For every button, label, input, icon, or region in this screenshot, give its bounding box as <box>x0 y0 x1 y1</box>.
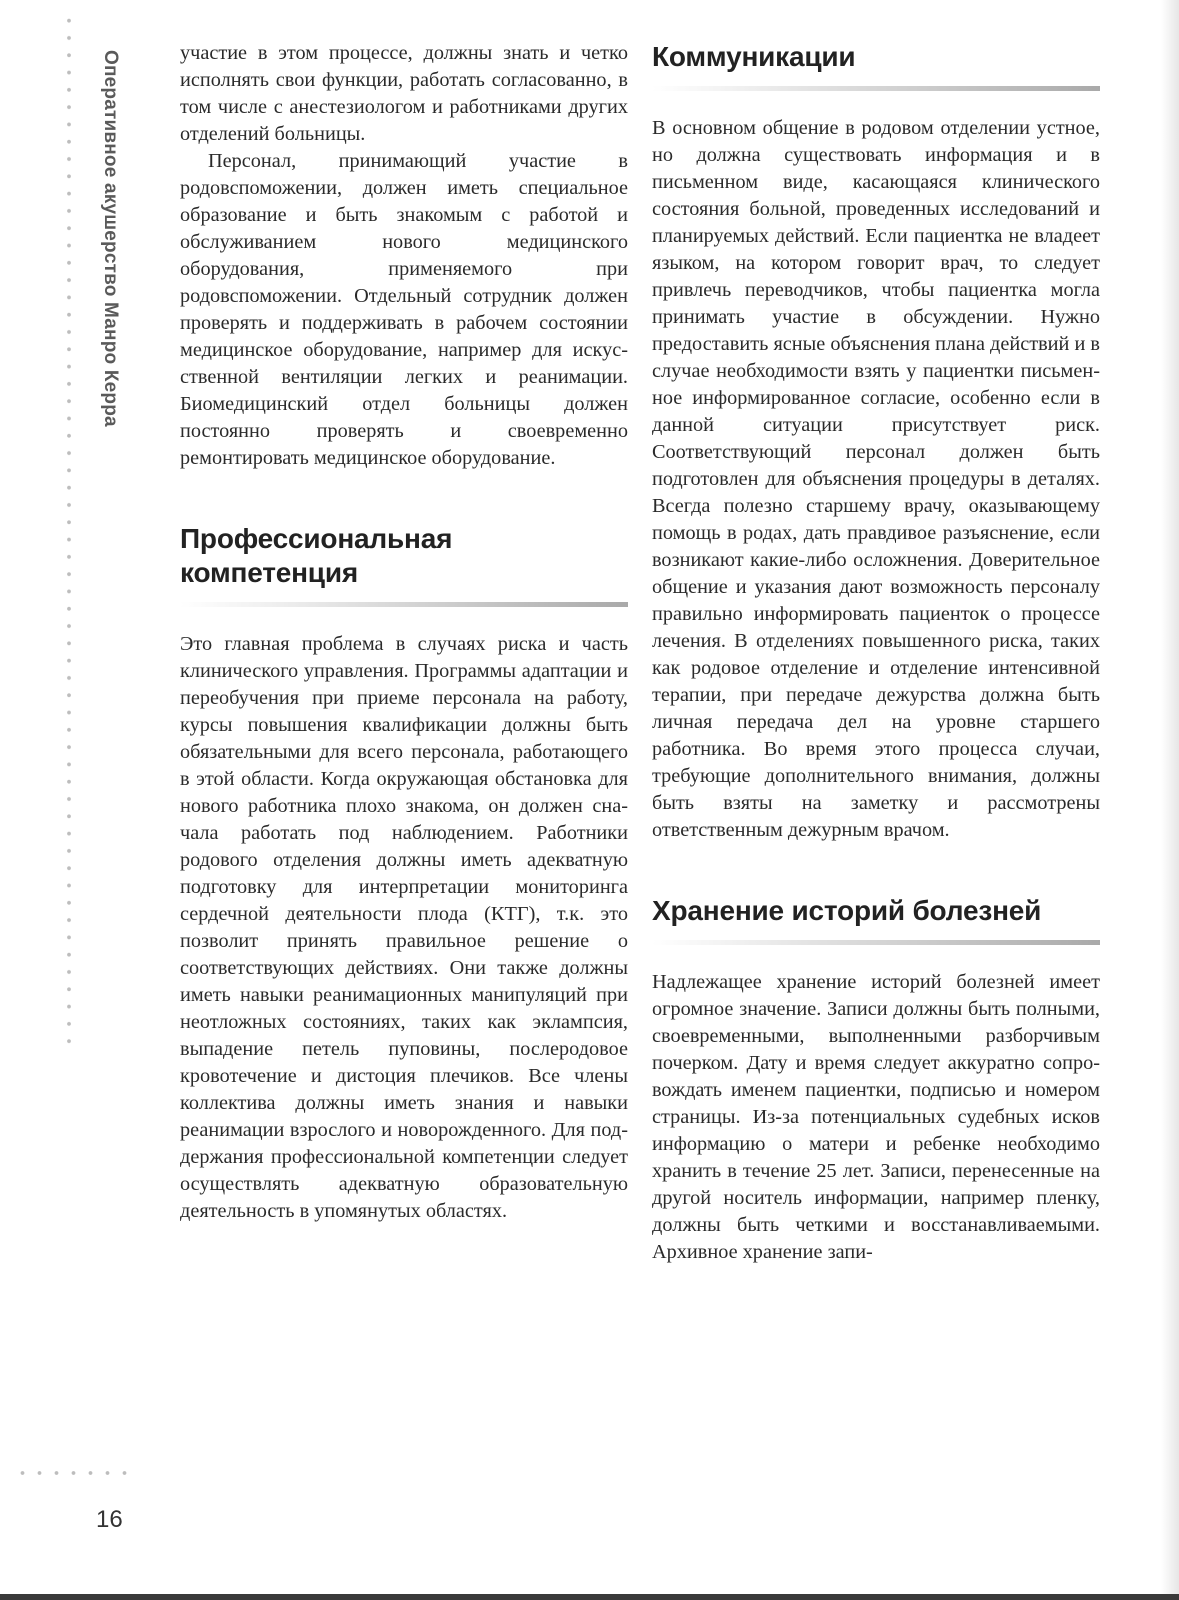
section-title-line: Профессиональная <box>180 523 453 554</box>
margin-dot-column <box>66 12 72 1052</box>
page-bottom-edge <box>0 1594 1179 1600</box>
paragraph-staff: Персонал, принимающий участие в родовспоможении, должен иметь специальное образование и быть знакомым с работой и обслуживанием нового медицинского оборудования, применяемого при родовспоможении. Отдельный сотрудник должен проверять и поддерживать в рабочем состоянии медицинское оборудование, например для искусственной вентиляции легких и реанимации. Биомедицинский отдел больницы должен постоянно проверять и своевременно ремонтировать медицинское оборудование. <box>180 150 628 469</box>
page-edge-shadow <box>1161 0 1179 1600</box>
paragraph-communications: В основном общение в родовом отделении устное, но должна существовать информация и в письменном виде, касающаяся клинического состояния больной, проведенных исследований и планируемых действий. Если пациентка не владеет языком, на котором говорит врач, то следует привлечь переводчиков, чтобы пациентка могла принимать участие в обсуждении. Нужно предоставить ясные объяснения плана действий и в случае необходимости взять у пациентки письменное информированное согласие, особенно если в данной ситуации присутствует риск. Соответствующий персонал должен быть подготовлен для объяснения процедуры в деталях. Всегда полезно старшему врачу, оказывающему помощь в родах, дать правдивое разъяснение, если возникают какие-либо осложнения. Доверительное общение и указания дают возможность персоналу правильно информировать пациенток о процессе лечения. В отделениях повышенного риска, таких как родовое отделение и отделение интенсивной терапии, при передаче дежурства должна быть личная передача дел на уровне старшего работника. Во время этого процесса случаи, требующие дополнительного внимания, должны быть взяты на заметку и рассмотрены ответственным дежурным врачом. <box>652 117 1100 841</box>
left-column <box>180 40 628 1225</box>
page-number: 16 <box>96 1506 123 1533</box>
section-title-communications: Коммуникации <box>652 41 856 72</box>
section-title-line: компетенция <box>180 557 358 588</box>
footer-dot-row <box>14 1470 134 1476</box>
paragraph-competence: Это главная проблема в случаях риска и часть клинического управления. Программы адаптации и переобучения при приеме персонала на работу, курсы повышения квалификации должны быть обязательными для всего персонала, работающего в этой области. Когда окружающая обстановка для нового работника плохо знакома, он должен сначала работать под наблюдением. Работники родового отделения должны иметь адекватную подготовку для интерпретации мониторинга сердечной деятельности плода (КТГ), т.к. это позволит принять правильное решение о соответствующих действиях. Они также должны иметь навыки реанимационных манипуляций при неотложных состояниях, таких как эклампсия, выпадение петель пуповины, послеродовое кровотечение и дистоция плечиков. Все члены коллектива должны иметь знания и навыки реанимации взрослого и новорожденного. Для поддержания профессиональной компетенции следует осуществлять адекватную образовательную деятельность в упомянутых областях. <box>180 633 628 1222</box>
paragraph-continuation: участие в этом процессе, должны знать и четко исполнять свои функции, работать согласованно, в том числе с анестезиологом и работниками других отделений больницы. <box>180 42 628 145</box>
section-title-competence <box>180 522 628 590</box>
running-head <box>95 50 125 490</box>
section-title-records: Хранение историй болезней <box>652 895 1042 926</box>
paragraph-records: Надлежащее хранение историй болезней имеет огромное значение. Записи должны быть полными, своевременными, выполненными разборчивым почерком. Дату и время следует аккуратно сопровождать именем пациентки, подписью и номером страницы. Из-за потенциальных судебных исков информацию о матери и ребенке необходимо хранить в течение 25 лет. Записи, перенесенные на другой носитель информации, например пленку, должны быть четкими и восстанавливаемыми. Архивное хранение запи- <box>652 971 1100 1263</box>
running-head-text: Оперативное акушерство Манро Керра <box>100 50 121 427</box>
right-column <box>652 40 1100 1266</box>
